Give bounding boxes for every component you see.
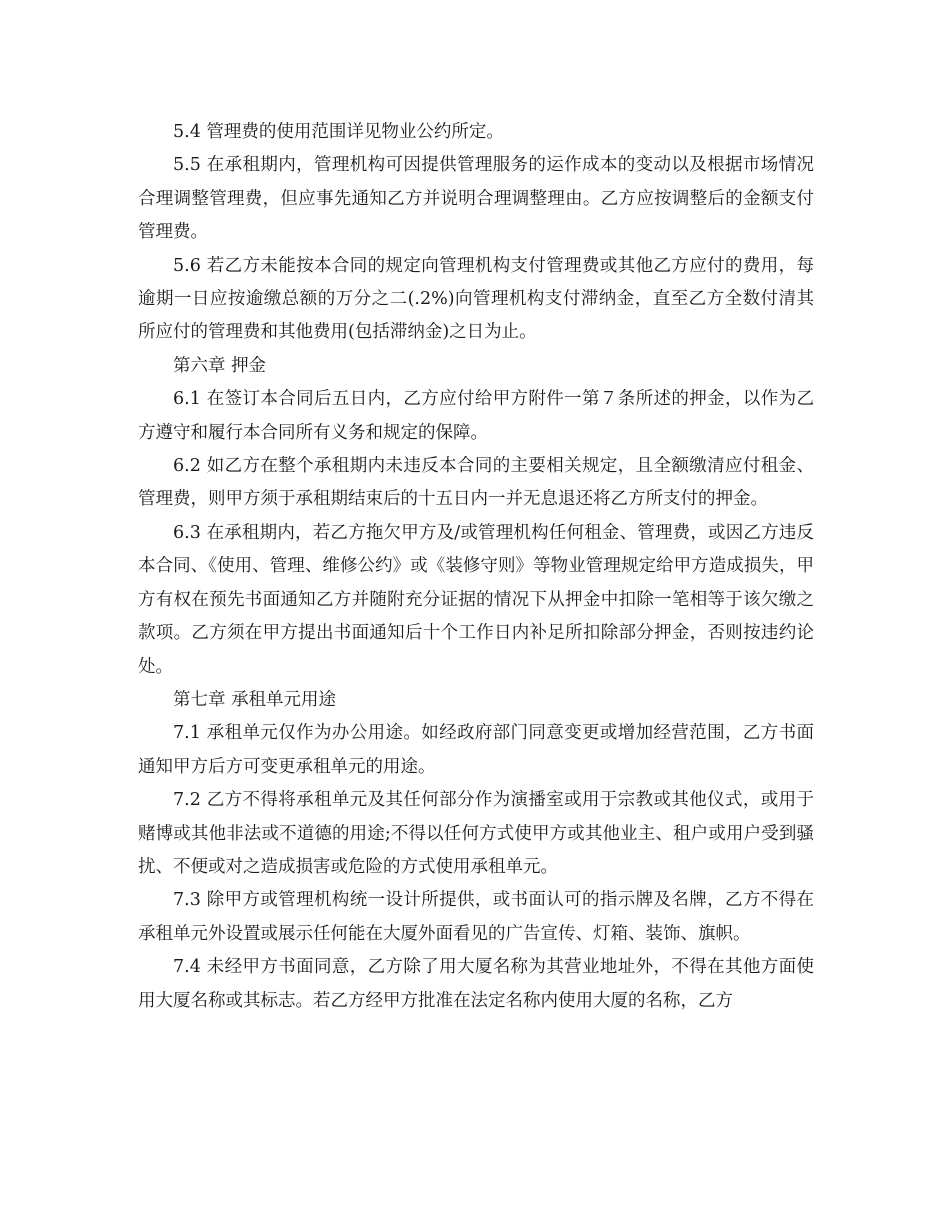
clause-7-1: 7.1 承租单元仅作为办公用途。如经政府部门同意变更或增加经营范围，乙方书面通知甲方后方可变更承租单元的用途。 [138,723,814,777]
clause-6-2: 6.2 如乙方在整个承租期内未违反本合同的主要相关规定，且全额缴清应付租金、管理费，则甲方须于承租期结束后的十五日内一并无息退还将乙方所支付的押金。 [138,456,814,510]
clause-7-2: 7.2 乙方不得将承租单元及其任何部分作为演播室或用于宗教或其他仪式，或用于赌博或其他非法或不道德的用途;不得以任何方式使甲方或其他业主、租户或用户受到骚扰、不便或对之造成损害或危险的方式使用承租单元。 [138,790,814,877]
clause-7-3: 7.3 除甲方或管理机构统一设计所提供，或书面认可的指示牌及名牌，乙方不得在承租单元外设置或展示任何能在大厦外面看见的广告宣传、灯箱、装饰、旗帜。 [138,890,814,944]
chapter-6-heading: 第六章 押金 [173,355,267,376]
document-body [138,116,814,1018]
clause-5-4: 5.4 管理费的使用范围详见物业公约所定。 [173,122,504,142]
clause-6-1: 6.1 在签订本合同后五日内，乙方应付给甲方附件一第７条所述的押金，以作为乙方遵守和履行本合同所有义务和规定的保障。 [138,389,814,443]
clause-5-6: 5.6 若乙方未能按本合同的规定向管理机构支付管理费或其他乙方应付的费用，每逾期一日应按逾缴总额的万分之二(.2%)向管理机构支付滞纳金，直至乙方全数付清其所应付的管理费和其他费用(包括滞纳金)之日为止。 [138,255,814,343]
clause-7-4: 7.4 未经甲方书面同意，乙方除了用大厦名称为其营业地址外，不得在其他方面使用大厦名称或其标志。若乙方经甲方批准在法定名称内使用大厦的名称，乙方 [138,957,814,1011]
clause-6-3: 6.3 在承租期内，若乙方拖欠甲方及/或管理机构任何租金、管理费，或因乙方违反本合同、《使用、管理、维修公约》或《装修守则》等物业管理规定给甲方造成损失，甲方有权在预先书面通知乙方并随附充分证据的情况下从押金中扣除一笔相等于该欠缴之款项。乙方须在甲方提出书面通知后十个工作日内补足所扣除部分押金，否则按违约论处。 [138,522,814,677]
chapter-7-heading: 第七章 承租单元用途 [173,689,337,710]
clause-5-5: 5.5 在承租期内，管理机构可因提供管理服务的运作成本的变动以及根据市场情况合理调整管理费，但应事先通知乙方并说明合理调整理由。乙方应按调整后的金额支付管理费。 [138,155,814,243]
